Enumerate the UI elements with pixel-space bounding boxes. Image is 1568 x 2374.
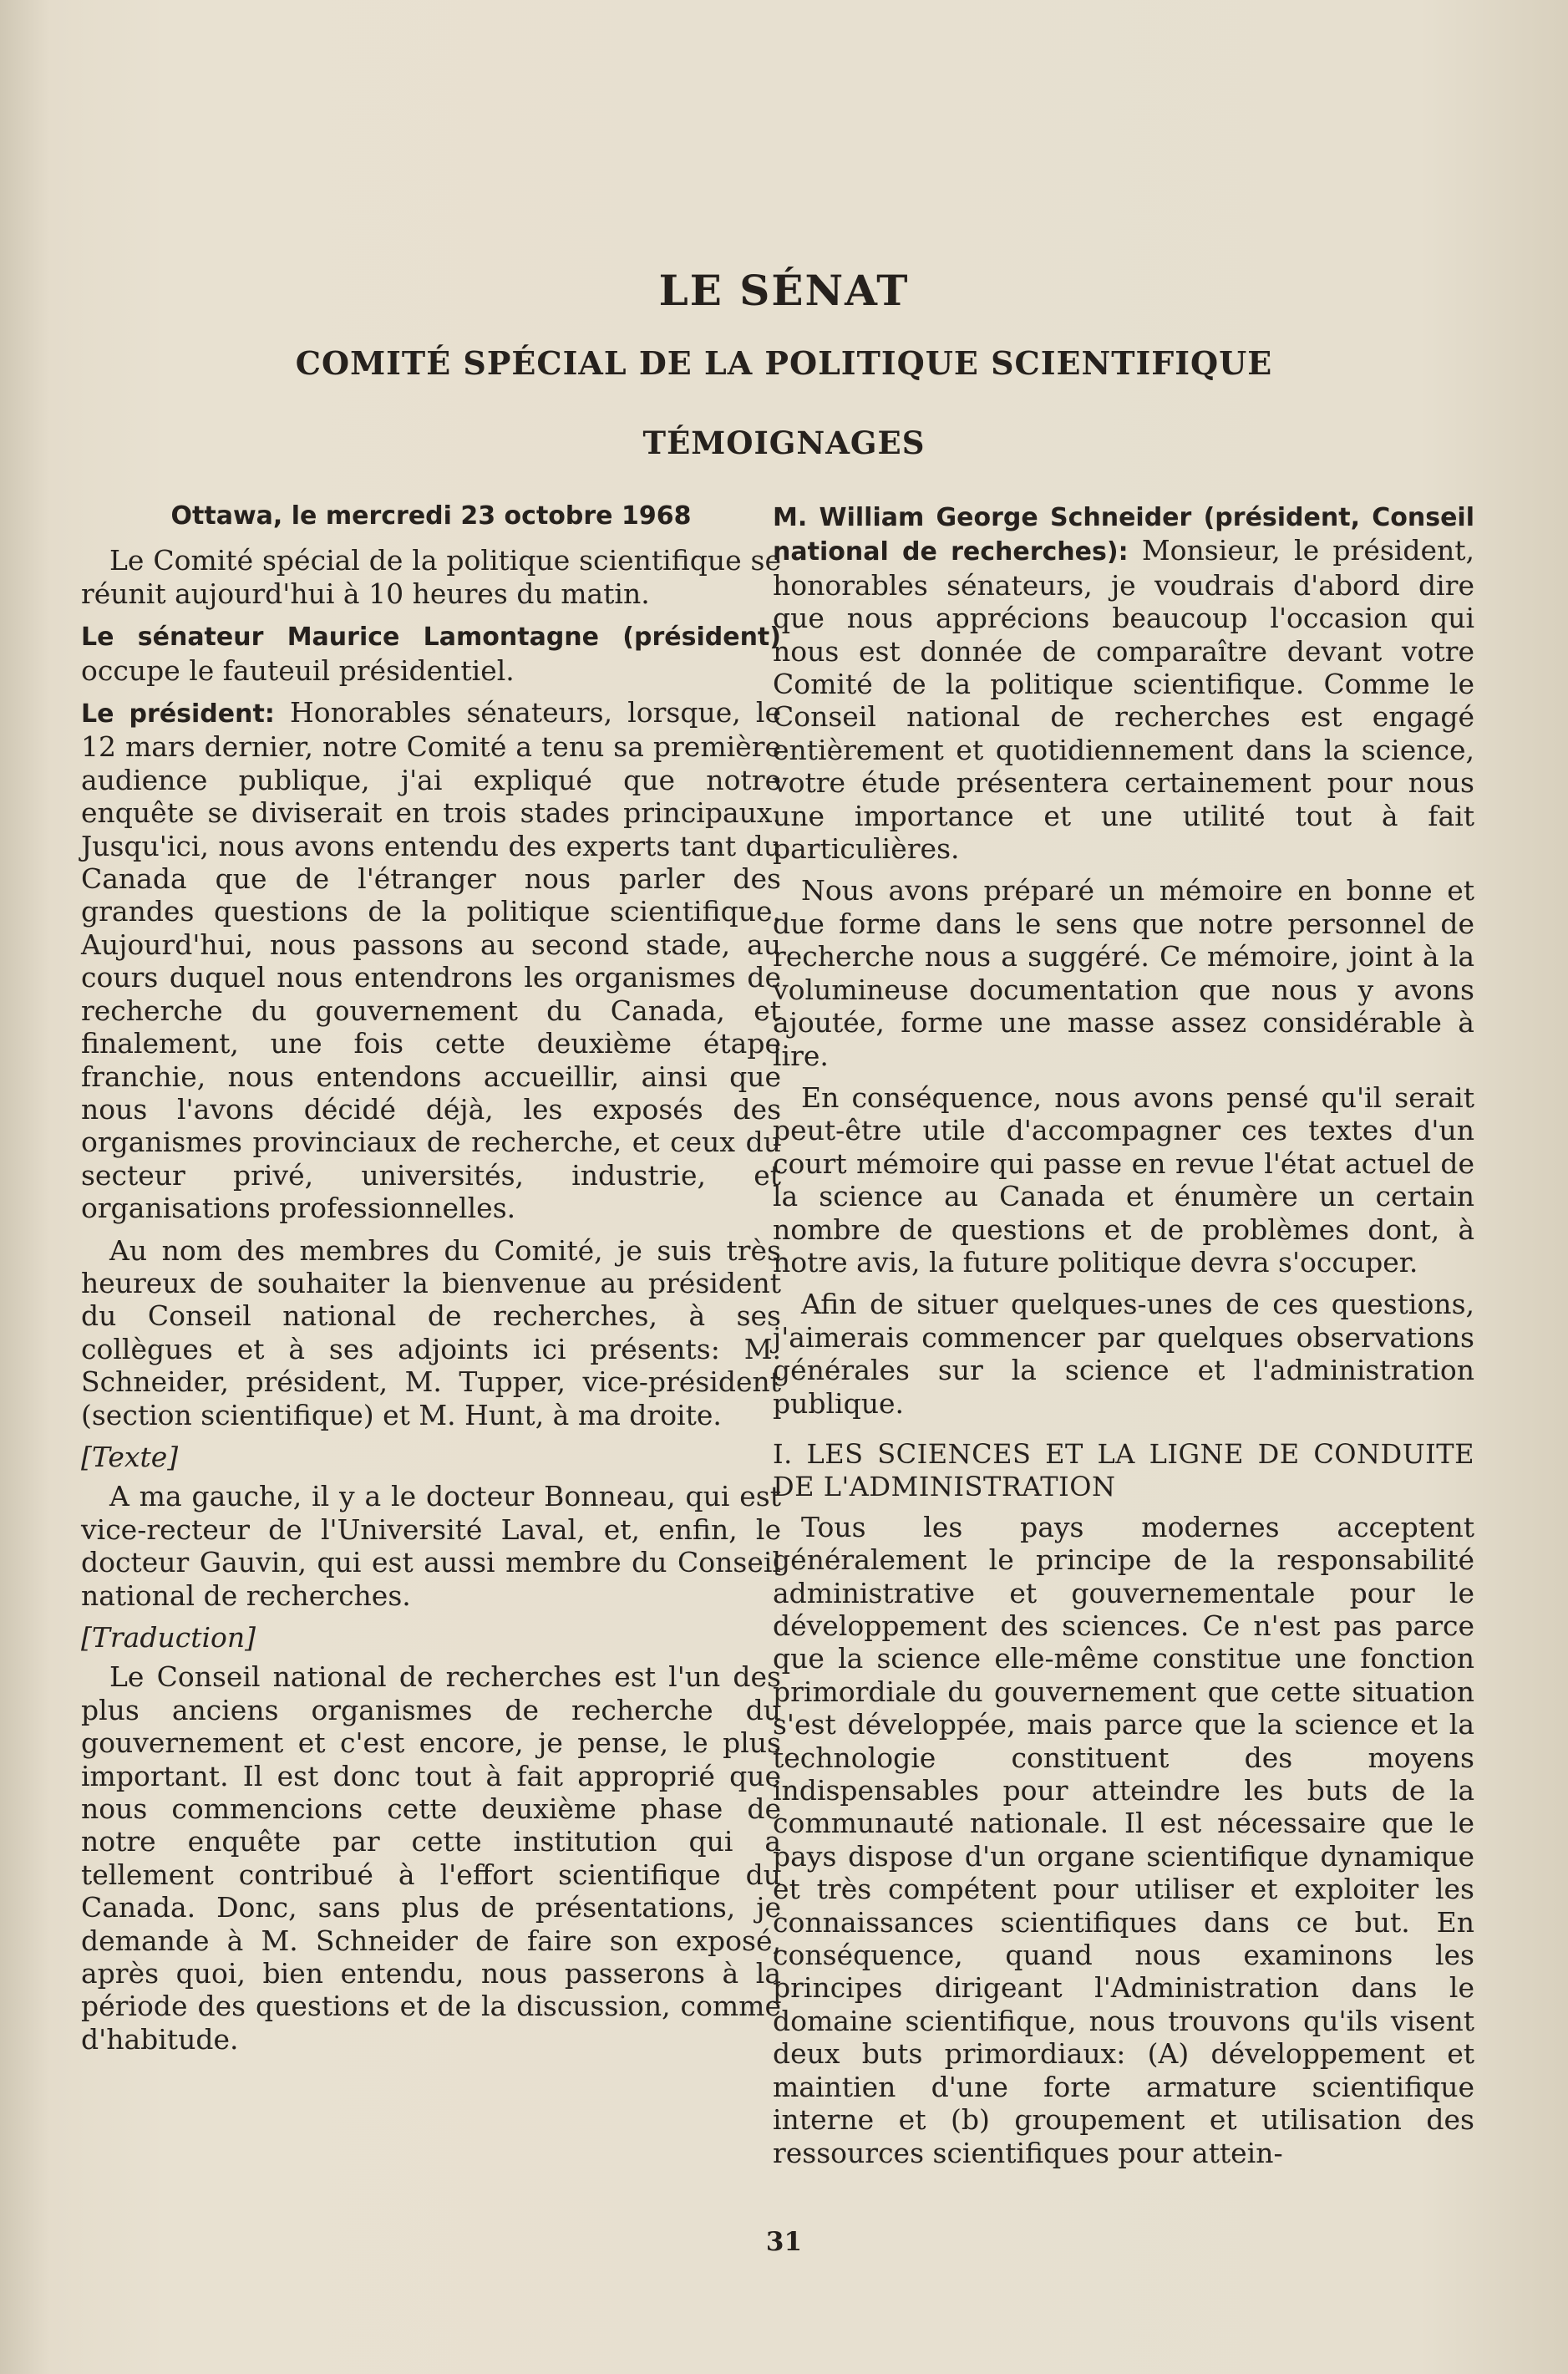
paragraph: Le Conseil national de recherches est l'un des plus anciens organismes de recherche du gouvernement et c'est encore, je pense, le plus important. Il est donc tout à fait approprié que nous commencions cette deuxième phase de notre enquête par cette institution qui a tellement contribué à l'effort scientifique du Canada. Donc, sans plus de présentations, je demande à M. Schneider de faire son exposé, après quoi, bien entendu, nous passerons à la période des questions et de la discussion, comme d'habitude. — [81, 1660, 781, 2056]
page-title: LE SÉNAT — [658, 266, 910, 315]
paragraph: Afin de situer quelques-unes de ces questions, j'aimerais commencer par quelques observations générales sur la science et l'administration publique. — [773, 1288, 1474, 1420]
left-column — [81, 500, 781, 2065]
paragraph: A ma gauche, il y a le docteur Bonneau, qui est vice-recteur de l'Université Laval, et, enfin, le docteur Gauvin, qui est aussi membre du Conseil national de recherches. — [81, 1480, 781, 1612]
session-date: Ottawa, le mercredi 23 octobre 1968 — [170, 501, 692, 531]
right-column — [773, 500, 1474, 2178]
paragraph-text: occupe le fauteuil présidentiel. — [81, 653, 515, 687]
paragraph — [773, 500, 1474, 865]
speaker-name: Le sénateur Maurice Lamontagne (président) — [81, 623, 781, 653]
paragraph-text: Monsieur, le président, honorables sénateurs, je voudrais d'abord dire que nous apprécions beaucoup l'occasion qui nous est donnée de comparaître devant votre Comité de la politique scientifique. Comme le Conseil national de recherches est engagé entièrement et quotidiennement dans la science, votre étude présentera certainement pour nous une importance et une utilité tout à fait particulières. — [773, 534, 1474, 866]
language-marker: [Traduction] — [81, 1621, 256, 1654]
language-marker: [Texte] — [81, 1440, 179, 1473]
paragraph: Nous avons préparé un mémoire en bonne et due forme dans le sens que notre personnel de recherche nous a suggéré. Ce mémoire, joint à la volumineuse documentation que nous y avons ajoutée, forme une masse assez considérable à lire. — [773, 874, 1474, 1072]
paragraph: Le Comité spécial de la politique scientifique se réunit aujourd'hui à 10 heures du matin. — [81, 544, 781, 610]
paragraph: En conséquence, nous avons pensé qu'il serait peut-être utile d'accompagner ces textes d'un court mémoire qui passe en revue l'état actuel de la science au Canada et énumère un certain nombre de questions et de problèmes dont, à notre avis, la future politique devra s'occuper. — [773, 1080, 1474, 1279]
section-heading: TÉMOIGNAGES — [642, 424, 926, 461]
paragraph-text: Honorables sénateurs, lorsque, le 12 mars dernier, notre Comité a tenu sa première audience publique, j'ai expliqué que notre enquête se diviserait en trois stades principaux. Jusqu'ici, nous avons entendu des experts tant du Canada que de l'étranger nous parler des grandes questions de la politique scientifique. Aujourd'hui, nous passons au second stade, au cours duquel nous entendrons les organismes de recherche du gouvernement du Canada, et finalement, une fois cette deuxième étape franchie, nous entendons accueillir, ainsi que nous l'avons décidé déjà, les exposés des organismes provinciaux de recherche, et ceux du secteur privé, universités, industrie, et organisations professionnelles. — [81, 696, 781, 1225]
speaker-name: M. William George Schneider (président, Conseil national de recherches): — [773, 503, 1474, 567]
paragraph: Tous les pays modernes acceptent généralement le principe de la responsabilité administrative et gouvernementale pour le développement des sciences. Ce n'est pas parce que la science elle-même constitue une fonction primordiale du gouvernement que cette situation s'est développée, mais parce que la science et la technologie constituent des moyens indispensables pour atteindre les buts de la communauté nationale. Il est nécessaire que le pays dispose d'un organe scientifique dynamique et très compétent pour utiliser et exploiter les connaissances scientifiques dans ce but. En conséquence, quand nous examinons les principes dirigeant l'Administration dans le domaine scientifique, nous trouvons qu'ils visent deux buts primordiaux: (A) développement et maintien d'une forte armature scientifique interne et (b) groupement et utilisation des ressources scientifiques pour attein- — [773, 1510, 1474, 2169]
paragraph — [81, 619, 781, 687]
speaker-name: Le président: — [81, 699, 275, 729]
paragraph: Au nom des membres du Comité, je suis très heureux de souhaiter la bienvenue au président du Conseil national de recherches, à ses collègues et à ses adjoints ici présents: M. Schneider, président, M. Tupper, vice-président (section scientifique) et M. Hunt, à ma droite. — [81, 1233, 781, 1431]
paragraph — [81, 696, 781, 1225]
committee-heading: COMITÉ SPÉCIAL DE LA POLITIQUE SCIENTIFIQUE — [295, 344, 1273, 382]
page-number: 31 — [765, 2227, 803, 2257]
section-title: I. LES SCIENCES ET LA LIGNE DE CONDUITE DE L'ADMINISTRATION — [773, 1437, 1474, 1503]
